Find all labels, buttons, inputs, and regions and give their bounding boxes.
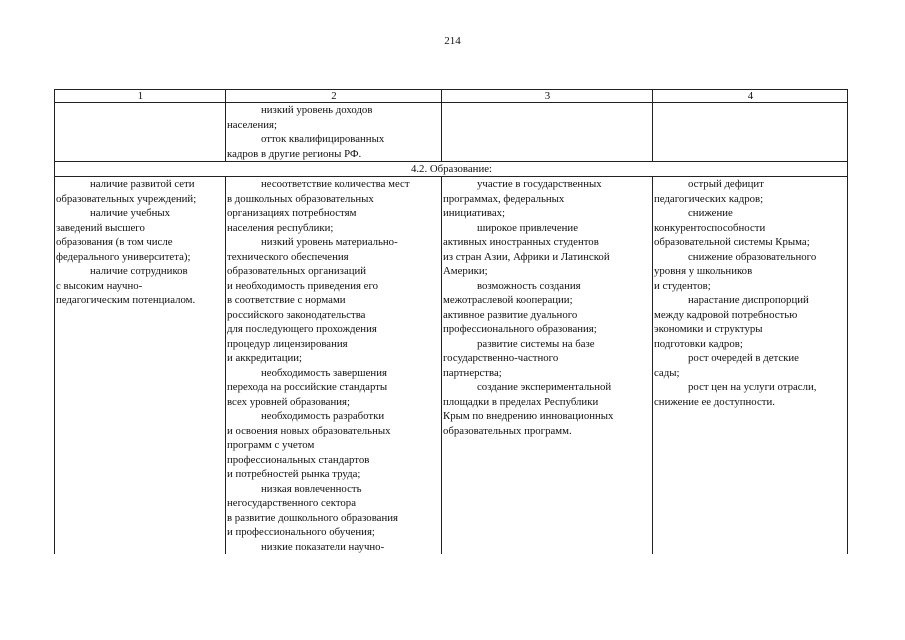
text-line: отток квалифицированных [261, 133, 385, 145]
text-line: необходимость разработки [261, 410, 385, 422]
text-line: педагогическим потенциалом. [56, 294, 196, 306]
text-line: снижение образовательного [688, 250, 817, 263]
text-line: нарастание диспропорций [688, 294, 809, 306]
text-line: в развитие дошкольного образования [227, 511, 398, 524]
text-line: конкурентоспособности [654, 221, 766, 234]
text-line: в дошкольных образовательных [227, 192, 374, 205]
text-line: программах, федеральных [443, 192, 565, 205]
text-line: всех уровней образования; [227, 395, 350, 408]
continuation-cell-3 [442, 103, 653, 162]
text-line: Америки; [443, 265, 488, 277]
text-line: государственно-частного [443, 352, 559, 364]
text-line: низкий уровень доходов [261, 104, 373, 116]
text-line: образовательных организаций [227, 265, 367, 277]
text-line: подготовки кадров; [654, 337, 743, 350]
text-line: заведений высшего [56, 221, 145, 234]
text-line: населения республики; [227, 221, 334, 234]
text-line: широкое привлечение [477, 221, 578, 234]
text-line: профессионального образования; [443, 323, 597, 335]
continuation-cell-1 [55, 103, 226, 162]
text-line: кадров в другие регионы РФ. [227, 147, 362, 160]
text-line: низкий уровень материально- [261, 236, 398, 248]
column-header-2: 2 [226, 90, 442, 103]
text-line: между кадровой потребностью [654, 308, 798, 321]
text-line: с высоким научно- [56, 279, 143, 292]
text-line: образования (в том числе [56, 236, 173, 248]
text-line: Крым по внедрению инновационных [443, 410, 614, 422]
text-line: снижение [688, 207, 733, 219]
text-line: экономики и структуры [654, 323, 763, 335]
text-line: инициативах; [443, 207, 506, 219]
section-content-row [55, 177, 848, 555]
continuation-cell-2 [226, 103, 442, 162]
text-line: партнерства; [443, 366, 502, 379]
text-line: и освоения новых образовательных [227, 424, 391, 437]
text-line: организациях потребностям [227, 207, 357, 219]
continuation-cell-4 [653, 103, 848, 162]
text-line: активных иностранных студентов [443, 236, 599, 248]
text-line: снижение ее доступности. [654, 395, 775, 408]
section-title-row [55, 162, 848, 177]
column-header-3: 3 [442, 90, 653, 103]
threats-cell [653, 177, 848, 555]
text-line: педагогических кадров; [654, 192, 764, 205]
text-line: возможность создания [477, 279, 581, 292]
text-line: необходимость завершения [261, 366, 387, 379]
text-line: наличие сотрудников [90, 265, 188, 277]
text-line: технического обеспечения [227, 250, 349, 263]
weaknesses-cell [226, 177, 442, 555]
text-line: активное развитие дуального [443, 308, 578, 321]
section-title: 4.2. Образование: [55, 162, 848, 177]
text-line: образовательной системы Крыма; [654, 236, 810, 248]
text-line: перехода на российские стандарты [227, 381, 388, 393]
text-line: в соответствие с нормами [227, 294, 346, 306]
column-header-1: 1 [55, 90, 226, 103]
text-line: межотраслевой кооперации; [443, 294, 573, 306]
text-line: процедур лицензирования [227, 337, 348, 350]
opportunities-cell [442, 177, 653, 555]
text-line: площадки в пределах Республики [443, 395, 599, 408]
document-table [54, 89, 848, 554]
text-line: наличие развитой сети [90, 178, 195, 190]
continuation-row [55, 103, 848, 162]
text-line: развитие системы на базе [477, 337, 595, 350]
page-number: 214 [444, 35, 461, 47]
text-line: создание экспериментальной [477, 381, 612, 393]
text-line: наличие учебных [90, 207, 171, 219]
column-header-4: 4 [653, 90, 848, 103]
text-line: профессиональных стандартов [227, 453, 370, 466]
text-line: из стран Азии, Африки и Латинской [443, 250, 610, 263]
text-line: несоответствие количества мест [261, 178, 410, 190]
text-line: рост очередей в детские [688, 352, 799, 364]
text-line: низкие показатели научно- [261, 540, 385, 553]
text-line: и потребностей рынка труда; [227, 468, 361, 480]
text-line: и студентов; [654, 279, 711, 292]
table-header-row [55, 90, 848, 103]
text-line: и профессионального обучения; [227, 526, 375, 538]
text-line: острый дефицит [688, 178, 764, 190]
strengths-cell [55, 177, 226, 555]
text-line: российского законодательства [227, 308, 366, 321]
text-line: образовательных программ. [443, 424, 572, 437]
text-line: федерального университета); [56, 250, 191, 263]
text-line: образовательных учреждений; [56, 192, 197, 205]
text-line: населения; [227, 118, 277, 131]
text-line: программ с учетом [227, 439, 315, 451]
text-line: участие в государственных [477, 178, 602, 190]
text-line: низкая вовлеченность [261, 482, 362, 495]
text-line: уровня у школьников [654, 265, 753, 277]
text-line: для последующего прохождения [227, 323, 377, 335]
text-line: рост цен на услуги отрасли, [688, 381, 817, 393]
text-line: негосударственного сектора [227, 497, 356, 509]
text-line: и необходимость приведения его [227, 279, 379, 292]
text-line: сады; [654, 366, 680, 379]
text-line: и аккредитации; [227, 352, 303, 364]
